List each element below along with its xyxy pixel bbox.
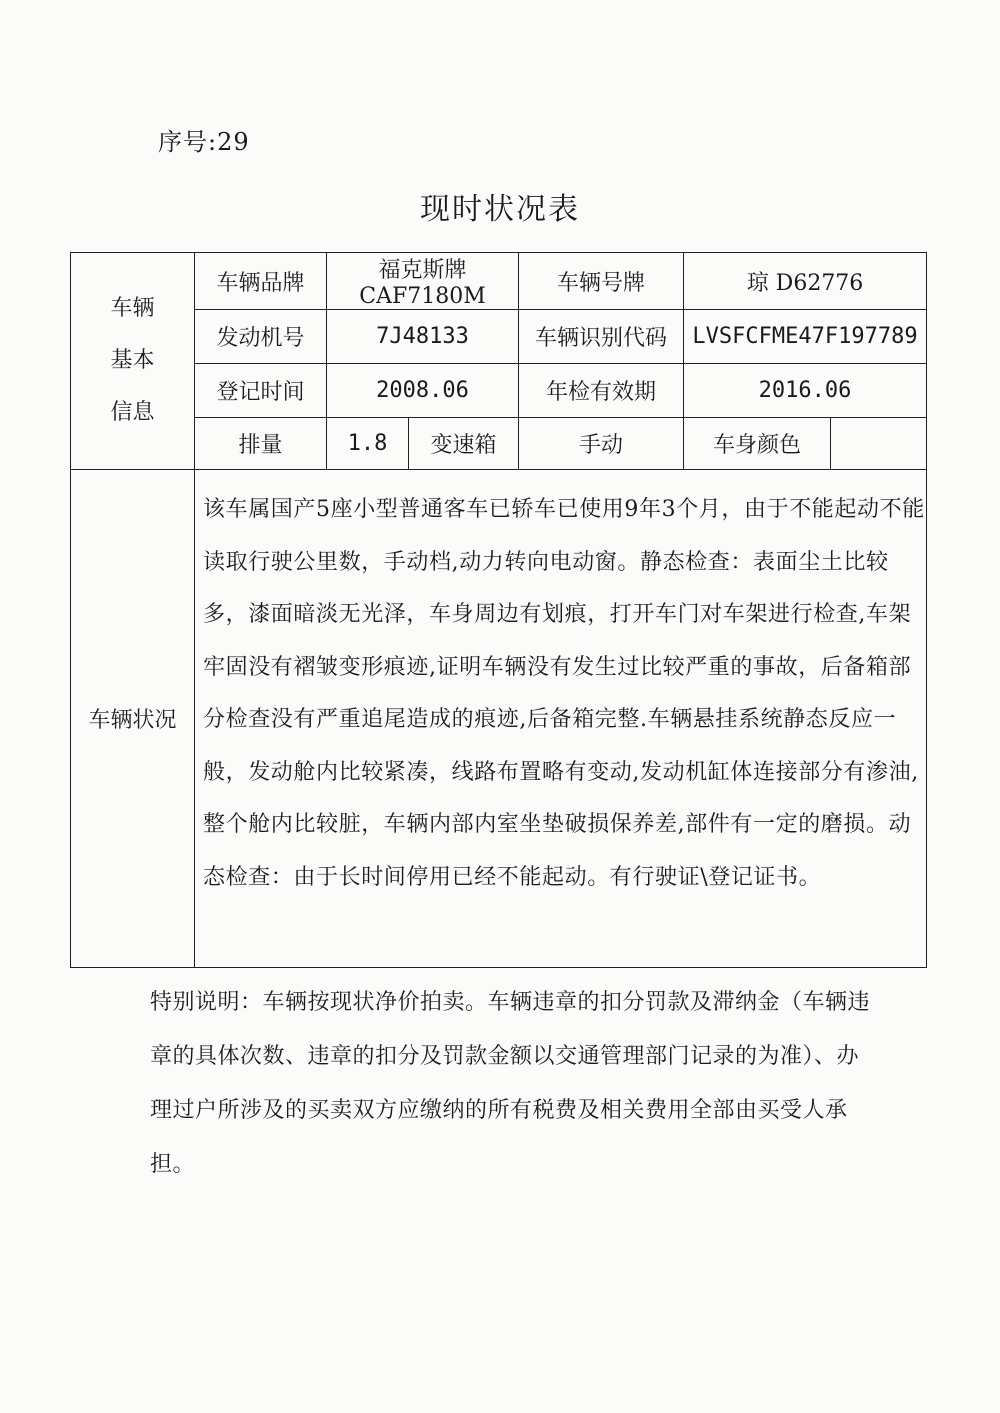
vin-value: LVSFCFME47F197789 [684, 310, 927, 364]
gearbox-value: 手动 [519, 418, 684, 470]
registration-value: 2008.06 [327, 364, 519, 418]
section-line: 基本 [110, 348, 155, 373]
vehicle-report-table [70, 252, 927, 968]
plate-label: 车辆号牌 [519, 253, 684, 310]
displacement-value: 1.8 [327, 418, 409, 470]
inspection-value: 2016.06 [684, 364, 927, 418]
condition-label: 车辆状况 [71, 470, 195, 968]
engine-value: 7J48133 [327, 310, 519, 364]
special-note: 特别说明：车辆按现状净价拍卖。车辆违章的扣分罚款及滞纳金（车辆违章的具体次数、违章的扣分及罚款金额以交通管理部门记录的为准）、办理过户所涉及的买卖双方应缴纳的所有税费及相关费用全部由买受人承担。 [150, 990, 871, 1177]
gearbox-label: 变速箱 [409, 418, 519, 470]
page-title: 现时状况表 [420, 192, 580, 227]
brand-value: 福克斯牌 CAF7180M [327, 253, 519, 310]
body-color-value [831, 418, 927, 470]
engine-label: 发动机号 [195, 310, 327, 364]
condition-description: 该车属国产5座小型普通客车已轿车已使用9年3个月，由于不能起动不能读取行驶公里数，手动档,动力转向电动窗。静态检查：表面尘土比较多，漆面暗淡无光泽，车身周边有划痕，打开车门对车架进行检查,车架牢固没有褶皱变形痕迹,证明车辆没有发生过比较严重的事故，后备箱部分检查没有严重追尾造成的痕迹,后备箱完整.车辆悬挂系统静态反应一般，发动舱内比较紧凑，线路布置略有变动,发动机缸体连接部分有渗油,整个舱内比较脏，车辆内部内室坐垫破损保养差,部件有一定的磨损。动态检查：由于长时间停用已经不能起动。有行驶证\登记证书。 [195, 470, 927, 968]
plate-value: 琼 D62776 [684, 253, 927, 310]
section-line: 信息 [110, 400, 155, 425]
displacement-label: 排量 [195, 418, 327, 470]
section-line: 车辆 [110, 296, 155, 321]
brand-label: 车辆品牌 [195, 253, 327, 310]
body-color-label: 车身颜色 [684, 418, 831, 470]
basic-info-section-label [71, 253, 195, 470]
vin-label: 车辆识别代码 [519, 310, 684, 364]
inspection-label: 年检有效期 [519, 364, 684, 418]
serial-number: 序号:29 [158, 128, 250, 156]
registration-label: 登记时间 [195, 364, 327, 418]
